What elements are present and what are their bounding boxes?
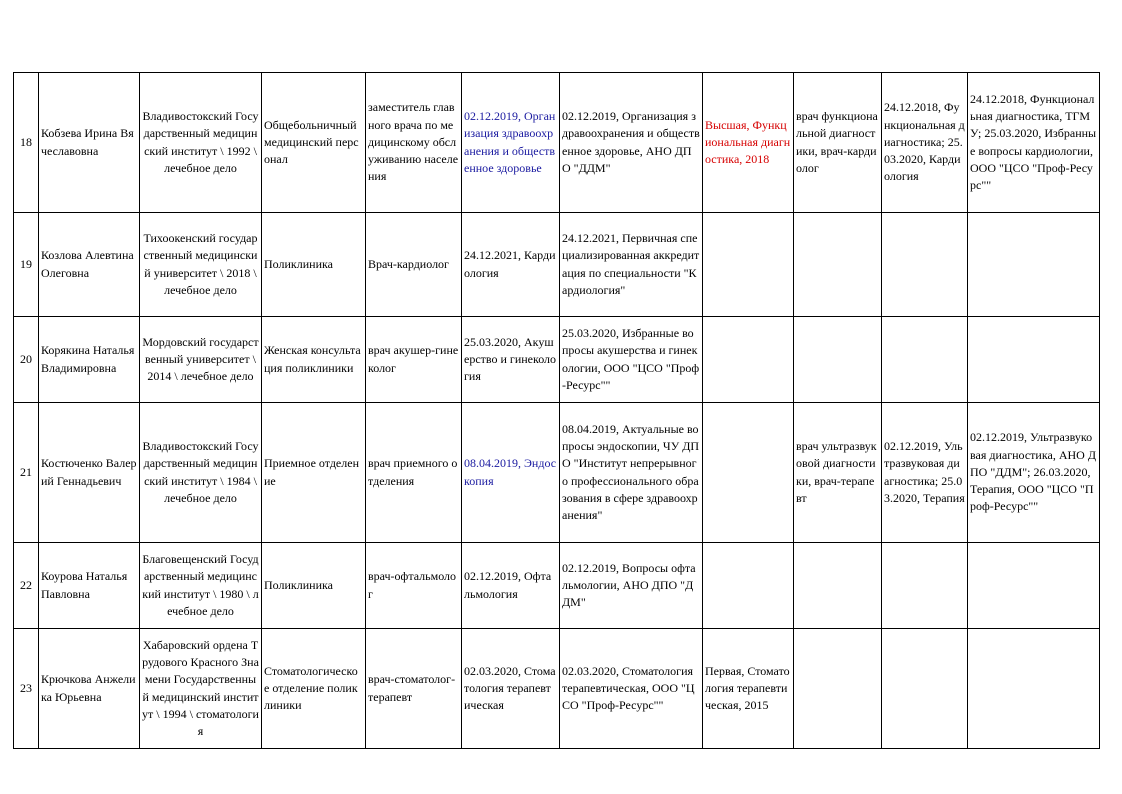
department-cell: Поликлиника xyxy=(262,543,366,629)
table-row xyxy=(14,543,1100,629)
education-cell: Мордовский государственный университет \ 2014 \ лечебное дело xyxy=(140,317,262,403)
additional-certificate-cell: 02.12.2019, Ультразвуковая диагностика; 25.03.2020, Терапия xyxy=(882,403,968,543)
training-cell: 02.12.2019, Вопросы офтальмологии, АНО ДПО "ДДМ" xyxy=(560,543,703,629)
additional-training-cell: 24.12.2018, Функциональная диагностика, ТГМУ; 25.03.2020, Избранные вопросы кардиологии, ООО "ЦСО "Проф-Ресурс"" xyxy=(968,73,1100,213)
certificate-cell: 02.12.2019, Организация здравоохранения и общественное здоровье xyxy=(462,73,560,213)
education-cell: Владивостокский Государственный медицинский институт \ 1992 \ лечебное дело xyxy=(140,73,262,213)
education-cell: Тихоокенский государственный медицинский университет \ 2018 \ лечебное дело xyxy=(140,213,262,317)
staff-table xyxy=(13,72,1100,749)
category-cell: Первая, Стоматология терапевтическая, 2015 xyxy=(703,629,794,749)
training-cell: 25.03.2020, Избранные вопросы акушерства и гинекологии, ООО "ЦСО "Проф-Ресурс"" xyxy=(560,317,703,403)
additional-training-cell: 02.12.2019, Ультразвуковая диагностика, АНО ДПО "ДДМ"; 26.03.2020, Терапия, ООО "ЦСО "Проф-Ресурс"" xyxy=(968,403,1100,543)
position-cell: врач акушер-гинеколог xyxy=(366,317,462,403)
category-cell: Высшая, Функциональная диагностика, 2018 xyxy=(703,73,794,213)
category-cell xyxy=(703,543,794,629)
table-row xyxy=(14,213,1100,317)
certificate-cell: 08.04.2019, Эндоскопия xyxy=(462,403,560,543)
additional-position-cell: врач функциональной диагностики, врач-кардиолог xyxy=(794,73,882,213)
additional-certificate-cell xyxy=(882,629,968,749)
department-cell: Общебольничный медицинский персонал xyxy=(262,73,366,213)
table-row xyxy=(14,317,1100,403)
position-cell: врач-офтальмолог xyxy=(366,543,462,629)
row-number-cell: 20 xyxy=(14,317,39,403)
table-row xyxy=(14,73,1100,213)
additional-position-cell xyxy=(794,213,882,317)
certificate-cell: 02.03.2020, Стоматология терапевтическая xyxy=(462,629,560,749)
table-row xyxy=(14,629,1100,749)
certificate-cell: 25.03.2020, Акушерство и гинекология xyxy=(462,317,560,403)
additional-position-cell xyxy=(794,543,882,629)
department-cell: Поликлиника xyxy=(262,213,366,317)
certificate-cell: 24.12.2021, Кардиология xyxy=(462,213,560,317)
education-cell: Благовещенский Государственный медицинский институт \ 1980 \ лечебное дело xyxy=(140,543,262,629)
name-cell: Костюченко Валерий Геннадьевич xyxy=(39,403,140,543)
name-cell: Коурова Наталья Павловна xyxy=(39,543,140,629)
training-cell: 08.04.2019, Актуальные вопросы эндоскопии, ЧУ ДПО "Институт непрерывного профессионального образования в сфере здравоохранения" xyxy=(560,403,703,543)
name-cell: Корякина Наталья Владимировна xyxy=(39,317,140,403)
row-number-cell: 21 xyxy=(14,403,39,543)
row-number-cell: 23 xyxy=(14,629,39,749)
training-cell: 02.12.2019, Организация здравоохранения и общественное здоровье, АНО ДПО "ДДМ" xyxy=(560,73,703,213)
name-cell: Кобзева Ирина Вячеславовна xyxy=(39,73,140,213)
department-cell: Приемное отделение xyxy=(262,403,366,543)
certificate-cell: 02.12.2019, Офтальмология xyxy=(462,543,560,629)
additional-position-cell: врач ультразвуковой диагностики, врач-терапевт xyxy=(794,403,882,543)
position-cell: заместитель главного врача по медицинскому обслуживанию населения xyxy=(366,73,462,213)
position-cell: врач приемного отделения xyxy=(366,403,462,543)
position-cell: Врач-кардиолог xyxy=(366,213,462,317)
training-cell: 02.03.2020, Стоматология терапевтическая, ООО "ЦСО "Проф-Ресурс"" xyxy=(560,629,703,749)
category-cell xyxy=(703,213,794,317)
category-cell xyxy=(703,317,794,403)
row-number-cell: 22 xyxy=(14,543,39,629)
additional-training-cell xyxy=(968,629,1100,749)
additional-certificate-cell xyxy=(882,213,968,317)
row-number-cell: 19 xyxy=(14,213,39,317)
row-number-cell: 18 xyxy=(14,73,39,213)
additional-training-cell xyxy=(968,543,1100,629)
additional-training-cell xyxy=(968,213,1100,317)
additional-position-cell xyxy=(794,317,882,403)
training-cell: 24.12.2021, Первичная специализированная аккредитация по специальности "Кардиология" xyxy=(560,213,703,317)
table-body xyxy=(14,73,1100,749)
additional-position-cell xyxy=(794,629,882,749)
table-row xyxy=(14,403,1100,543)
additional-certificate-cell xyxy=(882,543,968,629)
education-cell: Владивостокский Государственный медицинский институт \ 1984 \ лечебное дело xyxy=(140,403,262,543)
additional-certificate-cell xyxy=(882,317,968,403)
department-cell: Женская консультация поликлиники xyxy=(262,317,366,403)
category-cell xyxy=(703,403,794,543)
name-cell: Козлова Алевтина Олеговна xyxy=(39,213,140,317)
position-cell: врач-стоматолог-терапевт xyxy=(366,629,462,749)
additional-certificate-cell: 24.12.2018, Функциональная диагностика; 25.03.2020, Кардиология xyxy=(882,73,968,213)
additional-training-cell xyxy=(968,317,1100,403)
name-cell: Крючкова Анжелика Юрьевна xyxy=(39,629,140,749)
department-cell: Стоматологическое отделение поликлиники xyxy=(262,629,366,749)
education-cell: Хабаровский ордена Трудового Красного Знамени Государственный медицинский институт \ 1994 \ стоматология xyxy=(140,629,262,749)
